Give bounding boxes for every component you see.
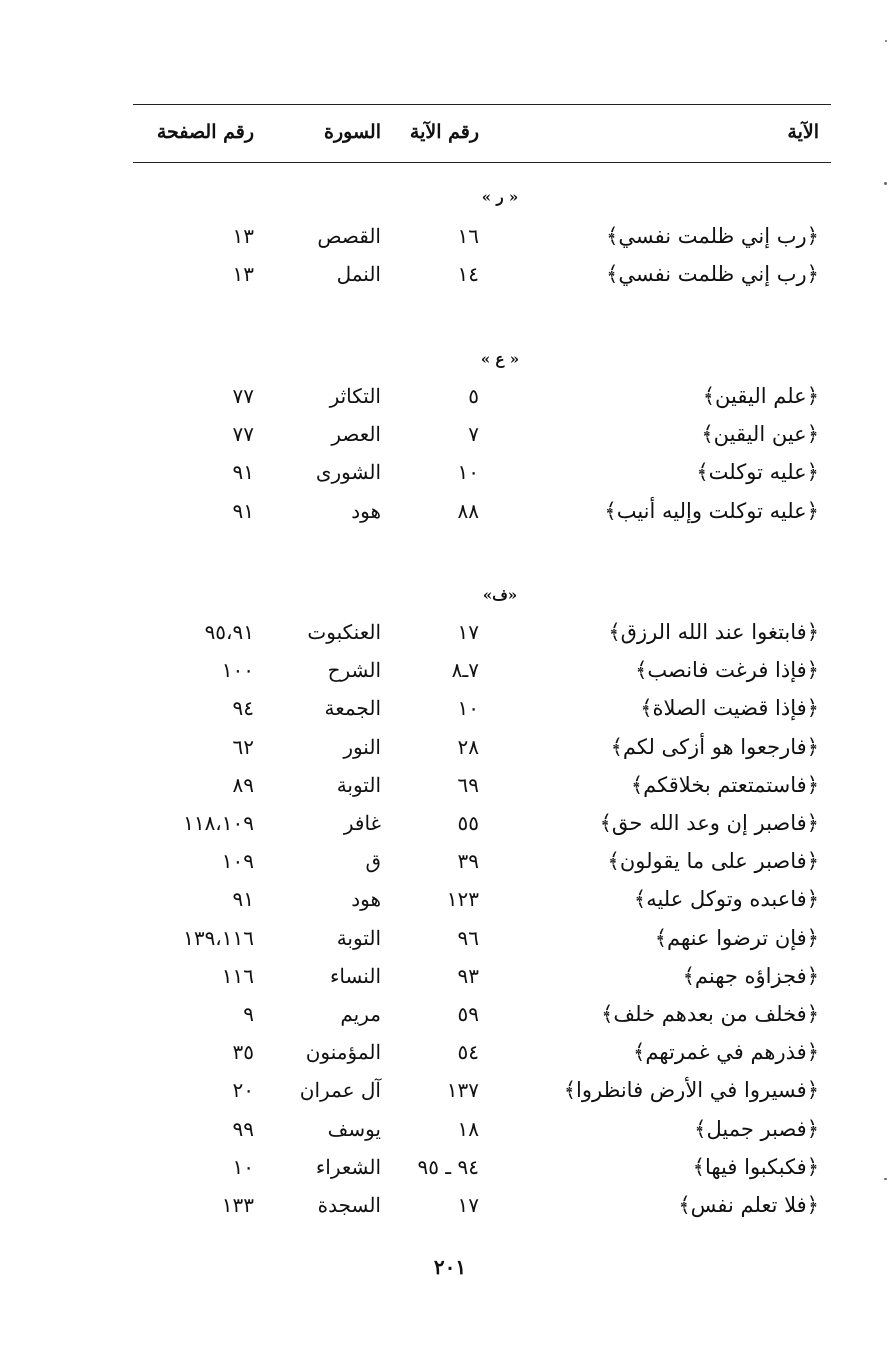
- verse-number: ٥: [468, 384, 479, 408]
- table-row: [0, 995, 891, 1033]
- table-row: [0, 766, 891, 804]
- page-reference: ٣٥: [232, 1040, 254, 1065]
- page-reference: ١١٦: [221, 963, 254, 988]
- verse-number: ٥٩: [457, 1002, 479, 1026]
- verse-number: ١٣٧: [446, 1078, 479, 1103]
- page-reference: ٩١: [232, 460, 254, 485]
- page-reference: ٧٧: [232, 422, 254, 447]
- table-row: [0, 842, 891, 880]
- verse-number: ١٨: [457, 1116, 479, 1141]
- table-row: [0, 492, 891, 530]
- verse-text: ﴿فذرهم في غمرتهم﴾: [633, 1040, 819, 1065]
- page-reference: ٩: [243, 1002, 254, 1026]
- scan-speck: [885, 40, 887, 42]
- surah-name: العنكبوت: [307, 620, 381, 644]
- verse-number: ٨٨: [457, 498, 479, 523]
- verse-text: ﴿علم اليقين﴾: [702, 384, 819, 408]
- header-top-rule: [133, 104, 831, 105]
- surah-name: مريم: [340, 1002, 381, 1026]
- verse-text: ﴿فصبر جميل﴾: [694, 1116, 819, 1141]
- header-verse: الآية: [787, 121, 819, 143]
- surah-name: المؤمنون: [305, 1040, 381, 1065]
- verse-number: ٣٩: [457, 849, 479, 874]
- verse-text: ﴿فكبكبوا فيها﴾: [692, 1154, 819, 1179]
- verse-number: ١٠: [457, 696, 479, 721]
- surah-name: الجمعة: [324, 696, 381, 721]
- table-row: [0, 957, 891, 995]
- verse-text: ﴿فابتغوا عند الله الرزق﴾: [608, 620, 819, 644]
- table-row: [0, 453, 891, 491]
- surah-name: التوبة: [336, 925, 381, 950]
- table-row: [0, 377, 891, 415]
- verse-number: ١٤: [457, 262, 479, 287]
- verse-number: ١٧: [457, 1193, 479, 1217]
- table-row: [0, 1148, 891, 1186]
- table-row: [0, 613, 891, 651]
- page-reference: ١١٨،١٠٩: [183, 811, 254, 835]
- surah-name: ق: [365, 849, 381, 874]
- scan-speck: [884, 182, 887, 185]
- verse-text: ﴿عليه توكلت﴾: [696, 460, 819, 485]
- verse-number: ١٢٣: [446, 887, 479, 912]
- table-row: [0, 804, 891, 842]
- verse-text: ﴿عليه توكلت وإليه أنيب﴾: [604, 498, 819, 523]
- verse-number: ٥٤: [457, 1040, 479, 1065]
- surah-name: غافر: [343, 811, 381, 835]
- page-reference: ٩٥،٩١: [204, 620, 254, 644]
- surah-name: الشرح: [327, 658, 381, 683]
- table-row: [0, 1033, 891, 1071]
- table-row: [0, 919, 891, 957]
- table-row: [0, 217, 891, 255]
- verse-text: ﴿رب إني ظلمت نفسي﴾: [606, 224, 819, 248]
- surah-name: التكاثر: [329, 384, 381, 408]
- table-row: [0, 255, 891, 293]
- verse-text: ﴿فلا تعلم نفس﴾: [678, 1193, 819, 1217]
- table-row: [0, 415, 891, 453]
- verse-number: ١٧: [457, 620, 479, 644]
- verse-number: ٧ـ٨: [451, 658, 479, 683]
- surah-name: هود: [351, 887, 381, 912]
- page-reference: ٩٤: [232, 696, 254, 721]
- verse-text: ﴿فخلف من بعدهم خلف﴾: [601, 1002, 819, 1026]
- page-reference: ٩١: [232, 887, 254, 912]
- table-row: [0, 651, 891, 689]
- section-letter: « ر »: [481, 188, 519, 206]
- verse-text: ﴿فجزاؤه جهنم﴾: [682, 963, 819, 988]
- page-reference: ١٣: [232, 224, 254, 248]
- verse-number: ٦٩: [457, 772, 479, 797]
- verse-text: ﴿فإن ترضوا عنهم﴾: [654, 925, 819, 950]
- surah-name: النمل: [336, 262, 381, 287]
- surah-name: التوبة: [336, 772, 381, 797]
- table-row: [0, 689, 891, 727]
- page-reference: ٧٧: [232, 384, 254, 408]
- page-number: ٢٠١: [433, 1255, 467, 1279]
- surah-name: العصر: [331, 422, 381, 447]
- table-row: [0, 1071, 891, 1109]
- verse-text: ﴿رب إني ظلمت نفسي﴾: [606, 262, 819, 287]
- verse-number: ٧: [468, 422, 479, 447]
- page-reference: ٩١: [232, 498, 254, 523]
- header-bottom-rule: [133, 162, 831, 163]
- verse-number: ١٦: [457, 224, 479, 248]
- page-reference: ٦٢: [232, 734, 254, 759]
- header-verse-number: رقم الآية: [409, 121, 479, 143]
- verse-text: ﴿عين اليقين﴾: [701, 422, 819, 447]
- surah-name: النور: [343, 734, 381, 759]
- verse-number: ١٠: [457, 460, 479, 485]
- surah-name: النساء: [329, 963, 381, 988]
- page-reference: ٨٩: [232, 772, 254, 797]
- page-reference: ١٣٣: [221, 1193, 254, 1217]
- verse-text: ﴿فاصبر على ما يقولون﴾: [607, 849, 819, 874]
- page-reference: ١٠: [232, 1154, 254, 1179]
- verse-number: ٩٤ ـ ٩٥: [417, 1154, 479, 1179]
- verse-number: ٩٦: [457, 925, 479, 950]
- verse-text: ﴿فارجعوا هو أزكى لكم﴾: [610, 734, 819, 759]
- page-reference: ١٣٩،١١٦: [183, 925, 254, 950]
- table-row: [0, 728, 891, 766]
- table-row: [0, 880, 891, 918]
- surah-name: يوسف: [327, 1116, 381, 1141]
- verse-number: ٥٥: [457, 811, 479, 835]
- verse-text: ﴿فاعبده وتوكل عليه﴾: [633, 887, 819, 912]
- surah-name: الشعراء: [315, 1154, 381, 1179]
- section-letter: «ف»: [482, 586, 518, 604]
- header-surah: السورة: [324, 121, 381, 143]
- page-reference: ١٠٠: [221, 658, 254, 683]
- surah-name: السجدة: [317, 1193, 381, 1217]
- page-reference: ١٠٩: [221, 849, 254, 874]
- verse-text: ﴿فإذا فرغت فانصب﴾: [635, 658, 819, 683]
- table-header: [0, 114, 891, 150]
- surah-name: هود: [351, 498, 381, 523]
- page-reference: ٩٩: [232, 1116, 254, 1141]
- verse-text: ﴿فإذا قضيت الصلاة﴾: [640, 696, 819, 721]
- page-reference: ٢٠: [232, 1078, 254, 1103]
- scan-speck: [884, 1178, 887, 1180]
- surah-name: آل عمران: [299, 1078, 381, 1103]
- verse-text: ﴿فاستمتعتم بخلاقكم﴾: [630, 772, 819, 797]
- surah-name: الشورى: [315, 460, 381, 485]
- verse-number: ٩٣: [457, 963, 479, 988]
- table-row: [0, 1186, 891, 1224]
- surah-name: القصص: [317, 224, 381, 248]
- verse-text: ﴿فسيروا في الأرض فانظروا﴾: [563, 1078, 819, 1103]
- header-page-number: رقم الصفحة: [156, 121, 254, 143]
- verse-text: ﴿فاصبر إن وعد الله حق﴾: [599, 811, 819, 835]
- table-row: [0, 1110, 891, 1148]
- verse-number: ٢٨: [457, 734, 479, 759]
- page-reference: ١٣: [232, 262, 254, 287]
- section-letter: « ع »: [480, 350, 520, 368]
